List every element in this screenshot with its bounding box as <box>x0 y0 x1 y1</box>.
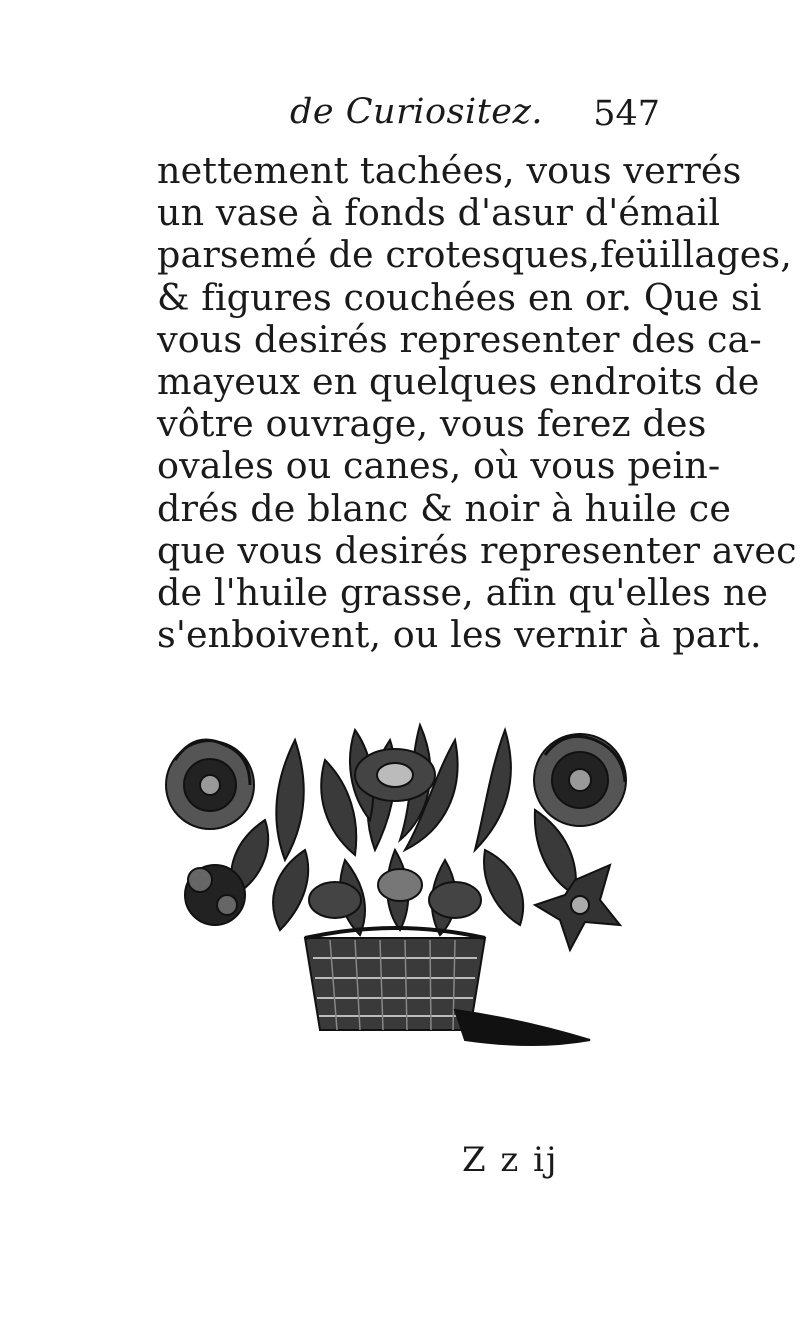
flower-basket-woodcut-icon <box>155 700 635 1060</box>
text-line: mayeux en quelques endroits de <box>157 359 760 403</box>
text-line: parsemé de crotesques,feüillages, <box>157 233 792 277</box>
text-line: vous desirés representer des ca- <box>157 317 762 361</box>
text-line: que vous desirés representer avec <box>157 528 797 572</box>
text-line: ovales ou canes, où vous pein- <box>157 444 721 488</box>
text-line: un vase à fonds d'asur d'émail <box>157 191 721 235</box>
running-title: de Curiositez. <box>290 92 544 132</box>
text-line: vôtre ouvrage, vous ferez des <box>157 402 707 446</box>
text-line: drés de blanc & noir à huile ce <box>157 486 732 530</box>
body-text <box>157 149 797 657</box>
text-line: s'enboivent, ou les vernir à part. <box>157 613 762 657</box>
signature-mark: Z z ij <box>462 1140 559 1180</box>
text-line: & figures couchées en or. Que si <box>157 275 762 319</box>
text-line: de l'huile grasse, afin qu'elles ne <box>157 570 769 614</box>
text-line: nettement tachées, vous verrés <box>157 149 742 192</box>
running-head <box>290 92 660 140</box>
page-number: 547 <box>593 94 660 134</box>
